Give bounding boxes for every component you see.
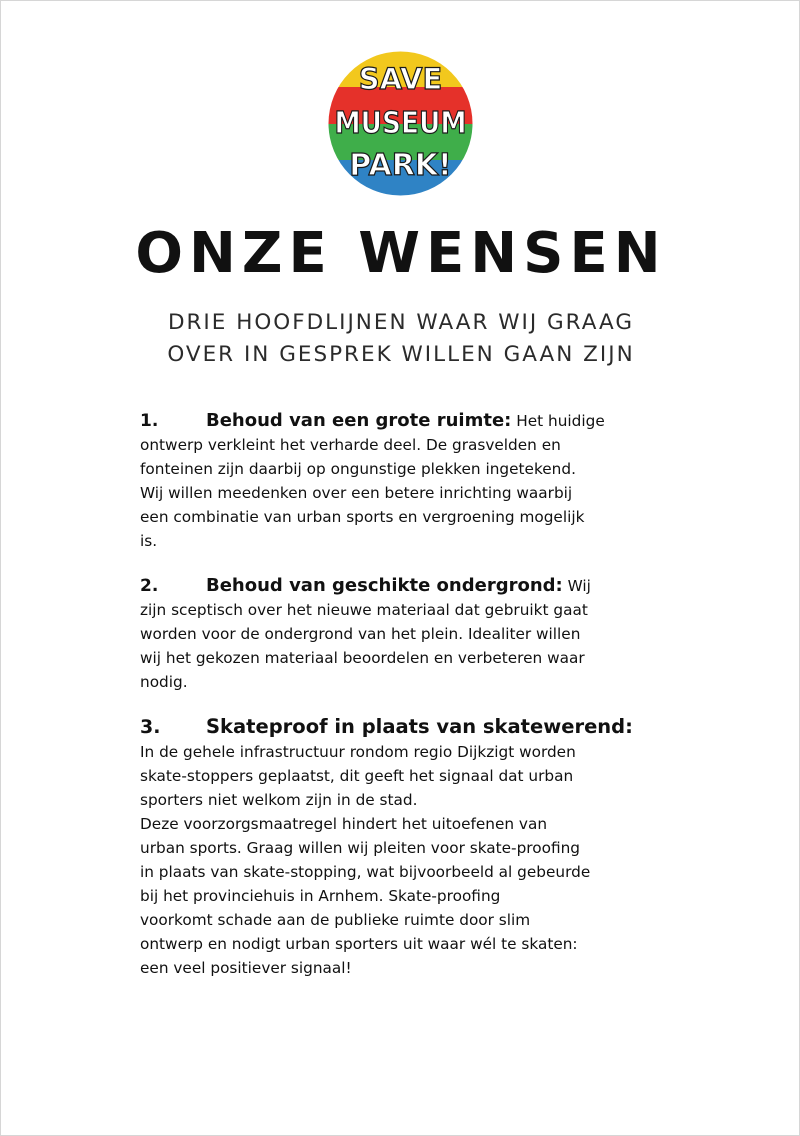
wish-item-2 — [140, 574, 660, 694]
wish-body — [140, 740, 660, 980]
page-subtitle — [1, 307, 800, 371]
wish-first-line-rest: Het huidige — [511, 412, 605, 430]
wish-number: 3. — [140, 716, 161, 738]
wish-line: in plaats van skate-stopping, wat bijvoorbeeld al gebeurde — [140, 863, 591, 881]
wish-line: nodig. — [140, 673, 188, 691]
wish-line: urban sports. Graag willen wij pleiten voor skate-proofing — [140, 839, 581, 857]
wish-body — [140, 433, 660, 553]
subtitle-line-2: OVER IN GESPREK WILLEN GAAN ZIJN — [167, 342, 635, 367]
wish-line: een combinatie van urban sports en vergroening mogelijk — [140, 508, 585, 526]
wishes-list — [140, 409, 660, 1001]
wish-title: Skateproof in plaats van skatewerend: — [206, 715, 633, 738]
wish-line: een veel positiever signaal! — [140, 959, 352, 977]
subtitle-line-1: DRIE HOOFDLIJNEN WAAR WIJ GRAAG — [167, 310, 635, 335]
wish-line: skate-stoppers geplaatst, dit geeft het signaal dat urban — [140, 767, 574, 785]
wish-line: fonteinen zijn daarbij op ongunstige plekken ingetekend. — [140, 460, 576, 478]
wish-line: worden voor de ondergrond van het plein. Idealiter willen — [140, 625, 581, 643]
wish-number: 2. — [140, 576, 159, 596]
wish-line: sporters niet welkom zijn in de stad. — [140, 791, 418, 809]
wish-line: voorkomt schade aan de publieke ruimte door slim — [140, 911, 531, 929]
page-title: ONZE WENSEN — [135, 221, 667, 286]
wish-line: ontwerp verkleint het verharde deel. De grasvelden en — [140, 436, 561, 454]
logo-text-save: SAVE — [358, 62, 443, 96]
logo-text-museum: MUSEUM — [334, 106, 467, 141]
wish-item-1 — [140, 409, 660, 553]
wish-title: Behoud van geschikte ondergrond: — [206, 575, 563, 596]
wish-number: 1. — [140, 411, 159, 431]
wish-line: bij het provinciehuis in Arnhem. Skate-proofing — [140, 887, 501, 905]
wish-first-line-rest: Wij — [562, 577, 591, 595]
wish-line: In de gehele infrastructuur rondom regio Dijkzigt worden — [140, 743, 576, 761]
wish-item-3 — [140, 715, 660, 980]
wish-line: ontwerp en nodigt urban sporters uit waar wél te skaten: — [140, 935, 578, 953]
wish-body — [140, 598, 660, 694]
logo-text-park: PARK! — [349, 148, 452, 183]
wish-line: is. — [140, 532, 158, 550]
wish-line: wij het gekozen materiaal beoordelen en verbeteren waar — [140, 649, 585, 667]
save-museum-park-logo — [328, 51, 473, 196]
wish-title: Behoud van een grote ruimte: — [206, 410, 512, 431]
wish-line: Wij willen meedenken over een betere inrichting waarbij — [140, 484, 573, 502]
logo-graphic — [328, 51, 473, 196]
wish-line: zijn sceptisch over het nieuwe materiaal dat gebruikt gaat — [140, 601, 588, 619]
wish-line: Deze voorzorgsmaatregel hindert het uitoefenen van — [140, 815, 548, 833]
